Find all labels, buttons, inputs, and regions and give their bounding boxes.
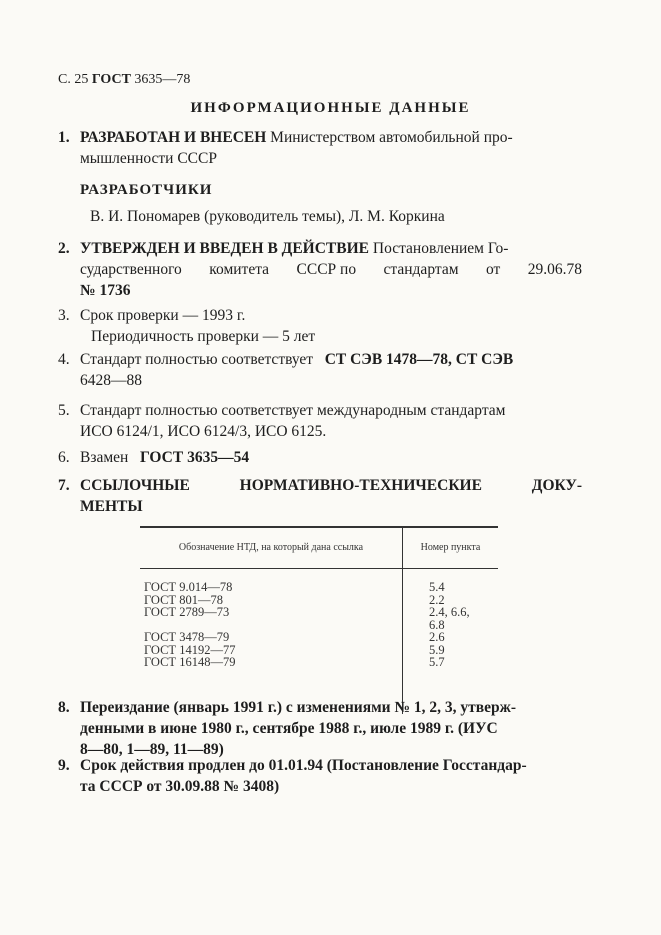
table-clause: 2.4, 6.6,: [429, 605, 470, 619]
item-1-bold: РАЗРАБОТАН И ВНЕСЕН: [80, 129, 267, 146]
item-6-bold: ГОСТ 3635—54: [139, 449, 250, 466]
item-2-bold: УТВЕРЖДЕН И ВВЕДЕН В ДЕЙСТВИЕ: [80, 240, 369, 257]
item-6-text: Взамен: [80, 449, 129, 466]
item-2-word: 29.06.78: [527, 261, 582, 278]
item-9-number: 9.: [58, 757, 70, 774]
item-5-number: 5.: [58, 402, 70, 419]
developers-heading: РАЗРАБОТЧИКИ: [80, 182, 213, 198]
item-8: [58, 697, 516, 760]
item-7-word: ССЫЛОЧНЫЕ: [80, 477, 190, 494]
item-6: [58, 447, 249, 468]
standard-prefix: ГОСТ: [91, 72, 131, 87]
standard-number: 3635—78: [134, 72, 191, 87]
item-4-text: Стандарт полностью соответствует: [80, 351, 314, 368]
item-1-number: 1.: [58, 129, 70, 146]
item-8-line1: Переиздание (январь 1991 г.) с изменениями № 1, 2, 3, утверж-: [80, 699, 517, 716]
table-clause: 2.6: [429, 630, 445, 644]
item-2-line2: [80, 259, 582, 280]
item-8-line3: 8—80, 1—89, 11—89): [80, 741, 224, 758]
item-3-number: 3.: [58, 307, 70, 324]
item-8-number: 8.: [58, 699, 70, 716]
item-7-heading: [80, 475, 582, 496]
table-clause: 5.7: [429, 655, 445, 669]
item-7-number: 7.: [58, 477, 70, 494]
table-doc: ГОСТ 801—78: [144, 592, 223, 607]
table-clause: 2.2: [429, 592, 445, 607]
item-5-line2: ИСО 6124/1, ИСО 6124/3, ИСО 6125.: [80, 423, 327, 440]
item-2-word: комитета: [209, 261, 270, 278]
item-2-line3: № 1736: [80, 282, 131, 299]
item-5-line1: Стандарт полностью соответствует международным стандартам: [80, 402, 506, 419]
item-4: [58, 349, 513, 391]
item-9-line2: та СССР от 30.09.88 № 3408): [80, 778, 280, 795]
item-2-text: Постановлением Го-: [372, 240, 509, 257]
item-2-word: стандартам: [383, 261, 459, 278]
item-4-bold: СТ СЭВ 1478—78, СТ СЭВ: [324, 351, 514, 368]
item-1: [58, 127, 513, 169]
page-title: ИНФОРМАЦИОННЫЕ ДАННЫЕ: [190, 100, 471, 116]
table-header-row: [140, 526, 498, 569]
item-7-line2: МЕНТЫ: [80, 498, 143, 515]
item-7: [58, 475, 582, 517]
table-doc: ГОСТ 3478—79: [144, 630, 230, 644]
table-doc: ГОСТ 9.014—78: [144, 580, 233, 594]
item-3: [58, 305, 315, 347]
item-2-word: СССР по: [296, 261, 357, 278]
item-2-word: от: [485, 261, 501, 278]
item-3-line1: Срок проверки — 1993 г.: [80, 307, 246, 324]
table-clause: 5.9: [429, 642, 445, 657]
item-6-number: 6.: [58, 449, 70, 466]
table-doc: ГОСТ 16148—79: [144, 655, 236, 669]
table-row: [140, 569, 498, 715]
item-1-text: Министерством автомобильной про-: [270, 129, 513, 146]
item-7-word: НОРМАТИВНО-ТЕХНИЧЕСКИЕ: [239, 477, 482, 494]
table-header-clause: Номер пункта: [403, 526, 499, 569]
item-2: [58, 238, 582, 301]
table-clause: 5.4: [429, 580, 445, 594]
table-clause: 6.8: [429, 617, 445, 632]
item-1-line2: мышленности СССР: [80, 150, 217, 167]
authors-line: В. И. Пономарев (руководитель темы), Л. М. Коркина: [90, 208, 445, 225]
item-8-line2: денными в июне 1980 г., сентябре 1988 г., июле 1989 г. (ИУС: [80, 720, 498, 737]
item-5: [58, 400, 505, 442]
item-4-number: 4.: [58, 351, 70, 368]
table-doc: ГОСТ 14192—77: [144, 642, 236, 657]
item-2-number: 2.: [58, 240, 70, 257]
table-header-document: Обозначение НТД, на который дана ссылка: [140, 526, 403, 569]
table-clauses-cell: [403, 569, 499, 715]
page-header: [58, 72, 190, 88]
reference-table: [140, 526, 498, 714]
item-2-word: сударственного: [80, 261, 182, 278]
table-doc: ГОСТ 2789—73: [144, 605, 230, 619]
item-4-line2: 6428—88: [80, 372, 142, 389]
item-9: [58, 755, 527, 797]
item-9-line1: Срок действия продлен до 01.01.94 (Постановление Госстандар-: [80, 757, 527, 774]
item-7-word: ДОКУ-: [531, 477, 582, 494]
page-number: С. 25: [58, 72, 89, 87]
table-documents-cell: [140, 569, 403, 715]
item-3-line2: Периодичность проверки — 5 лет: [91, 328, 316, 345]
